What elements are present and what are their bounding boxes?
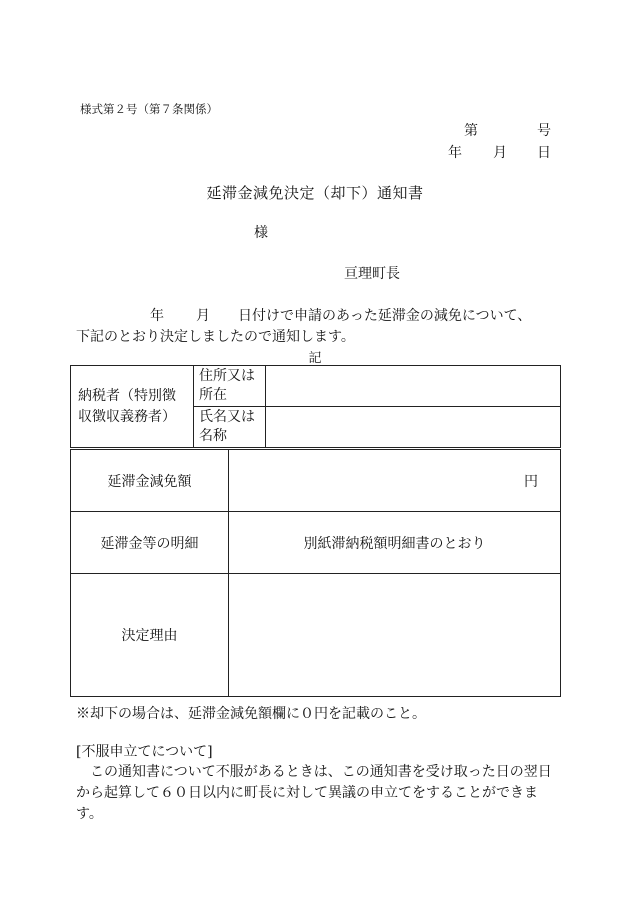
address-label-cell bbox=[194, 366, 266, 407]
appeal-text: この通知書について不服があるときは、この通知書を受け取った日の翌日から起算して６０日以内に町長に対して異議の申立てをすることができます。 bbox=[76, 764, 552, 822]
taxpayer-table bbox=[70, 365, 561, 448]
address-label-line1: 住所又は bbox=[199, 368, 255, 384]
date-month: 月 bbox=[493, 145, 507, 161]
body-month: 月 bbox=[196, 308, 210, 324]
form-number: 様式第２号（第７条関係） bbox=[80, 102, 218, 116]
address-field[interactable] bbox=[266, 366, 561, 407]
document-title: 延滞金減免決定（却下）通知書 bbox=[206, 184, 424, 202]
date-year: 年 bbox=[448, 145, 462, 161]
name-field[interactable] bbox=[266, 407, 561, 448]
name-label-line2: 名称 bbox=[199, 428, 227, 444]
exemption-amount-field[interactable] bbox=[229, 450, 561, 512]
rejection-note: ※却下の場合は、延滞金減免額欄に０円を記載のこと。 bbox=[76, 706, 426, 722]
issuer-name: 亘理町長 bbox=[344, 266, 400, 282]
taxpayer-label-cell bbox=[71, 366, 194, 448]
name-label-line1: 氏名又は bbox=[199, 409, 255, 425]
document-number-suffix: 号 bbox=[537, 123, 551, 139]
details-label: 延滞金等の明細 bbox=[71, 512, 229, 574]
taxpayer-label-line2: 収徴収義務者） bbox=[78, 408, 176, 425]
body-line2-text: 下記のとおり決定しましたので通知します。 bbox=[76, 329, 355, 345]
yen-unit: 円 bbox=[524, 473, 538, 490]
document-number-prefix: 第 bbox=[464, 123, 478, 139]
reason-field[interactable] bbox=[229, 574, 561, 697]
details-value: 別紙滞納税額明細書のとおり bbox=[229, 512, 561, 574]
body-year: 年 bbox=[150, 308, 164, 324]
exemption-amount-label: 延滞金減免額 bbox=[71, 450, 229, 512]
body-line1-text: 日付けで申請のあった延滞金の減免について、 bbox=[238, 308, 532, 324]
date-day: 日 bbox=[537, 145, 551, 161]
appeal-heading: [不服申立てについて] bbox=[76, 744, 213, 760]
name-label-cell bbox=[194, 407, 266, 448]
ki-heading: 記 bbox=[308, 351, 322, 366]
decision-table bbox=[70, 449, 561, 697]
recipient-honorific: 様 bbox=[254, 225, 268, 241]
address-label-line2: 所在 bbox=[199, 387, 227, 403]
taxpayer-label-line1: 納税者（特別徴 bbox=[78, 387, 176, 404]
reason-label: 決定理由 bbox=[71, 574, 229, 697]
